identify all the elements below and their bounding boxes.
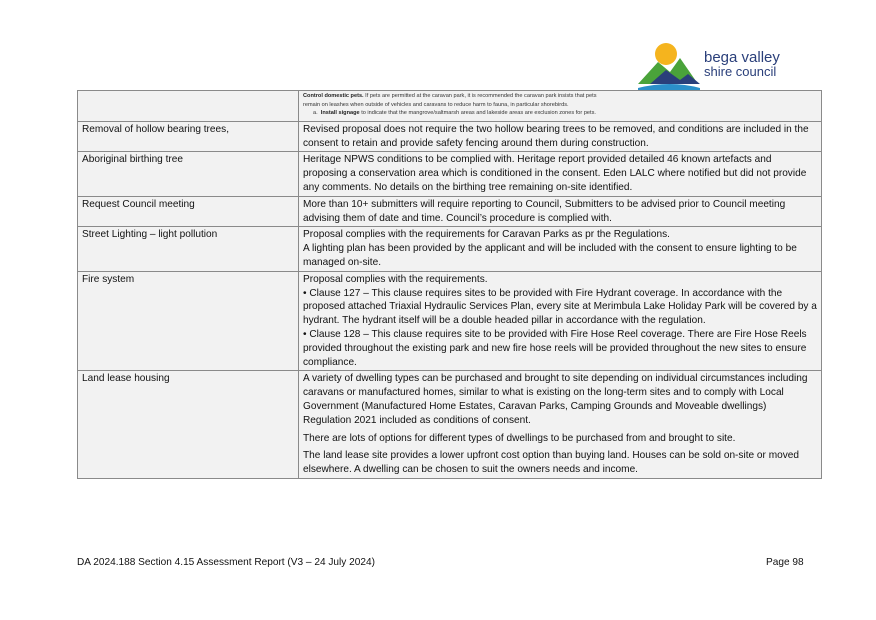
- response-para: The land lease site provides a lower upfront cost option than buying land. Houses can be sold on-site or moved elsewhere. A dwelling can be chosen to suit the owners needs and income.: [303, 450, 800, 476]
- table-row: [78, 121, 822, 152]
- excerpt-item-marker: a.: [313, 110, 318, 117]
- issue-cell: Aboriginal birthing tree: [78, 152, 299, 196]
- excerpt-text: If pets are permitted at the caravan park, it is recommended the caravan park insists that pets remain on leashes when outside of vehicles and caravans to reduce harm to fauna, in particular shorebirds.: [303, 93, 597, 108]
- issue-cell: Request Council meeting: [78, 196, 299, 227]
- table-row: [78, 91, 822, 122]
- response-para: A lighting plan has been provided by the applicant and will be included with the consent to ensure lighting to be managed on-site.: [303, 243, 797, 268]
- logo-line-1: bega valley: [704, 49, 780, 66]
- excerpt-heading: Control domestic pets.: [303, 93, 364, 99]
- issue-cell: Street Lighting – light pollution: [78, 227, 299, 271]
- council-logo-text: [704, 51, 780, 78]
- pasted-excerpt: [303, 92, 613, 120]
- response-para: • Clause 127 – This clause requires sites to be provided with Fire Hydrant coverage. In accordance with the proposed attached Triaxial Hydraulic Services Plan, every site at Merimbula Lake Holiday Park will be covered by a hydrant. The hydrant itself will be a double headed pillar in accordance with the regulation.: [303, 287, 817, 327]
- response-para: Proposal complies with the requirements for Caravan Parks as pr the Regulations.: [303, 229, 670, 241]
- table-row: [78, 271, 822, 371]
- response-cell: [299, 271, 822, 371]
- response-para: More than 10+ submitters will require reporting to Council, Submitters to be advised prior to Council meeting advising them of date and time. Council’s procedure is complied with.: [303, 198, 786, 224]
- response-para: Heritage NPWS conditions to be complied with. Heritage report provided detailed 46 known artefacts and proposing a conservation area which is conditioned in the consent. Eden LALC where notified but did not provide any comments. No details on the birthing tree remaining on-site identified.: [303, 154, 807, 193]
- response-cell: [299, 152, 822, 196]
- response-para: A variety of dwelling types can be purchased and brought to site depending on individual circumstances including caravans or manufactured homes, similar to what is existing on the long-term sites and to comply with Local Government (Manufactured Home Estates, Caravan Parks, Camping Grounds and Moveable dwellings) Regulation 2021 included as conditions of consent.: [303, 373, 808, 426]
- response-cell: [299, 91, 822, 122]
- response-cell: [299, 371, 822, 479]
- issue-cell: Land lease housing: [78, 371, 299, 479]
- excerpt-item: [303, 109, 613, 118]
- table-row: [78, 152, 822, 196]
- issue-cell: [78, 91, 299, 122]
- response-cell: [299, 227, 822, 271]
- footer-report-title: DA 2024.188 Section 4.15 Assessment Report (V3 – 24 July 2024): [77, 557, 375, 568]
- response-cell: [299, 121, 822, 152]
- table-row: [78, 196, 822, 227]
- response-cell: [299, 196, 822, 227]
- footer-page-number: Page 98: [766, 557, 804, 568]
- table-row: [78, 371, 822, 479]
- response-para: There are lots of options for different types of dwellings to be purchased from and brought to site.: [303, 432, 736, 444]
- issue-cell: Fire system: [78, 271, 299, 371]
- response-para: Revised proposal does not require the two hollow bearing trees to be removed, and conditions are included in the consent to retain and provide safety fencing around them during construction.: [303, 123, 809, 149]
- excerpt-item-heading: Install signage: [320, 110, 360, 117]
- issue-cell: Removal of hollow bearing trees,: [78, 121, 299, 152]
- logo-line-2: shire council: [704, 64, 777, 79]
- response-para: Proposal complies with the requirements.: [303, 273, 488, 285]
- council-logo: [636, 40, 826, 92]
- excerpt-item-text: to indicate that the mangrove/saltmarsh areas and lakeside areas are exclusion zones for pets.: [359, 110, 596, 117]
- table-row: [78, 227, 822, 271]
- assessment-table: [77, 90, 822, 479]
- response-para: • Clause 128 – This clause requires site to be provided with Fire Hose Reel coverage. There are Fire Hose Reels provided throughout the existing park and new fire hose reels will be provided throughout the new sites to ensure compliance.: [303, 328, 807, 368]
